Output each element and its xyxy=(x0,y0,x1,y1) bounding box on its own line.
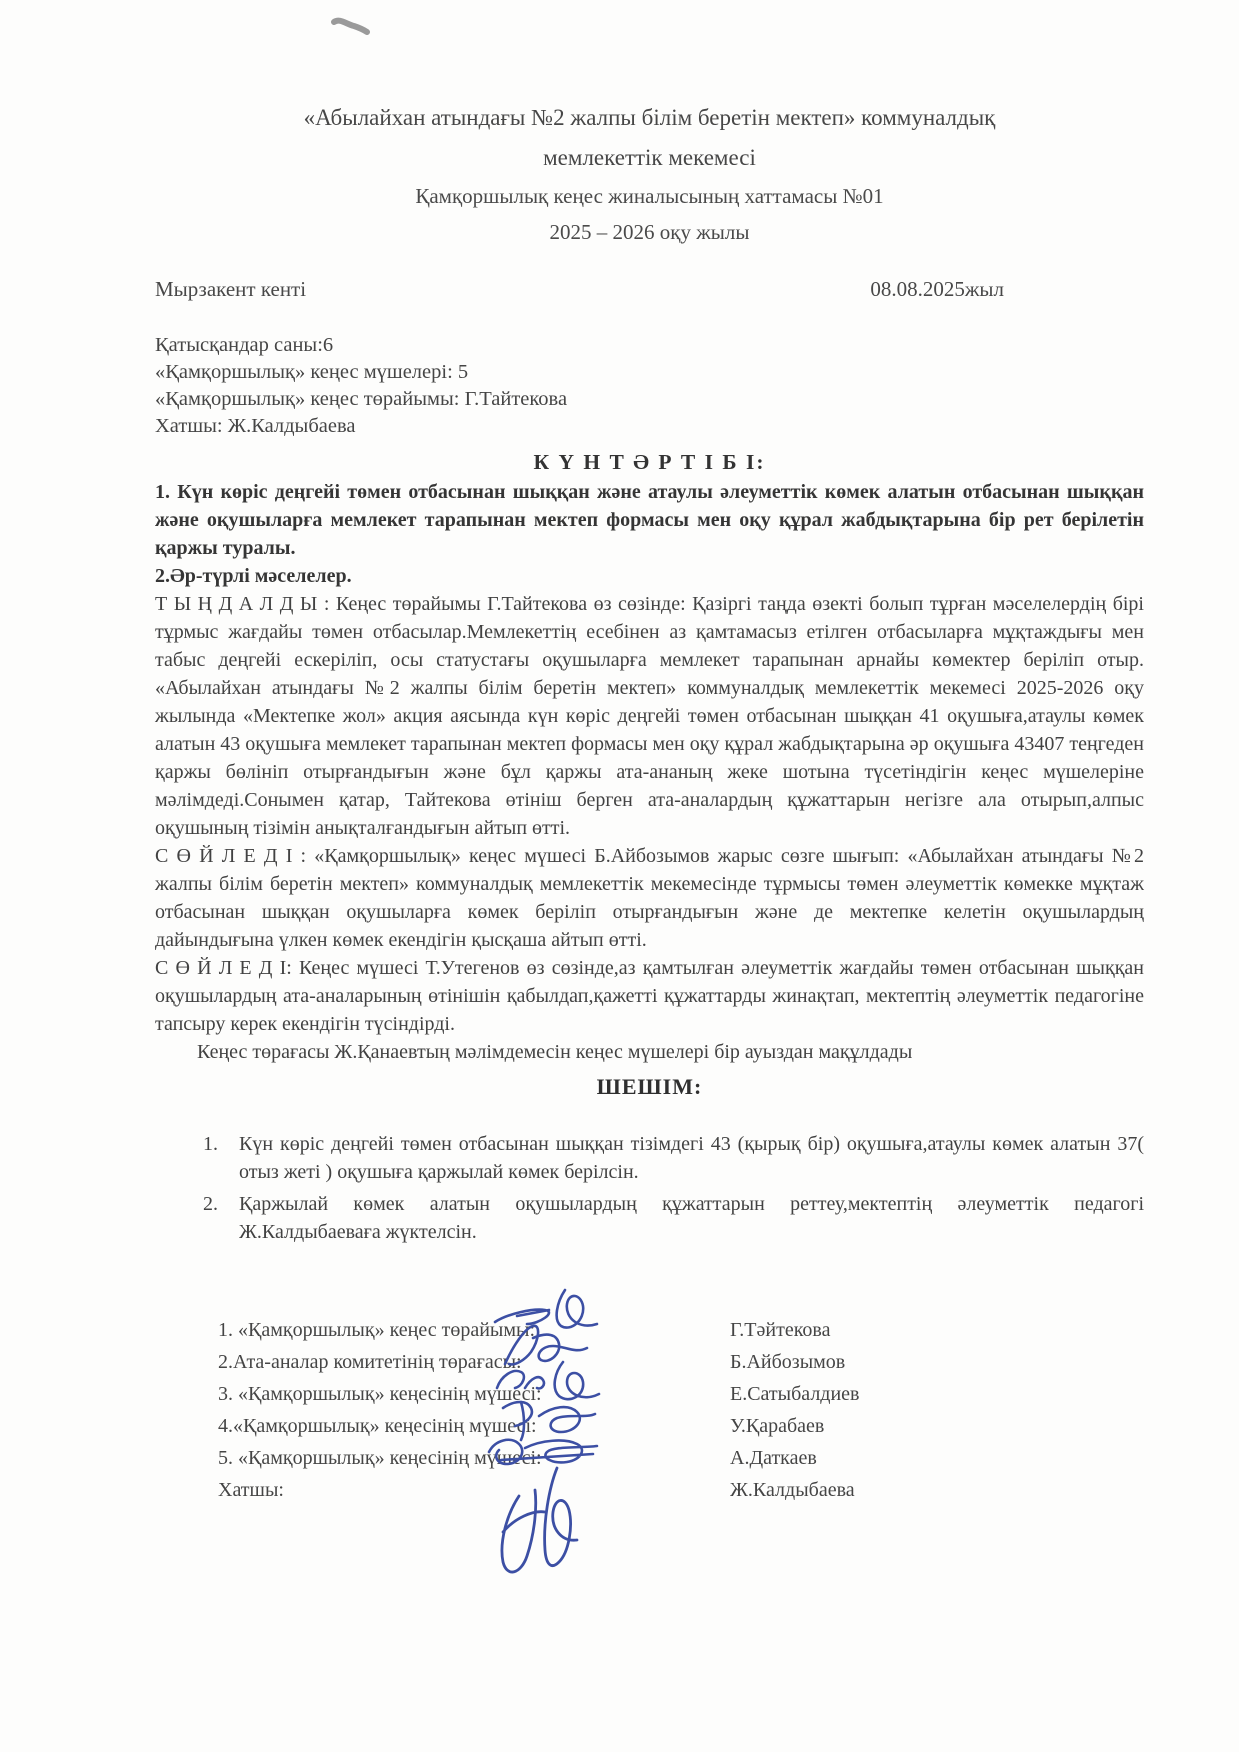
signatory-name: У.Қарабаев xyxy=(730,1415,825,1437)
signatory-name: А.Даткаев xyxy=(730,1447,817,1469)
decision-heading: ШЕШІМ: xyxy=(596,1074,703,1099)
title-line-2: мемлекеттік мекемесі xyxy=(543,145,756,170)
signatory-name: Б.Айбозымов xyxy=(730,1351,846,1373)
signature-row xyxy=(218,1442,1144,1474)
signatory-name: Ж.Калдыбаева xyxy=(730,1479,855,1501)
signature-role-label: Хатшы: xyxy=(218,1479,284,1501)
date-label: 08.08.2025жыл xyxy=(870,277,1004,301)
decision-item xyxy=(203,1190,1144,1246)
decision-item-text: Күн көріс деңгейі төмен отбасынан шыққан тізімдегі 43 (қырық бір) оқушыға,атаулы көмек алатын 37( отыз жеті ) оқушыға қаржылай көмек берілсін. xyxy=(239,1133,1144,1183)
signatory-name: Г.Тәйтекова xyxy=(730,1319,831,1341)
signature-row xyxy=(218,1410,1144,1442)
document-body xyxy=(155,98,1144,1506)
decision-list xyxy=(203,1130,1144,1246)
agenda-item-1: 1. Күн көріс деңгейі төмен отбасынан шыққан және атаулы әлеуметтік көмек алатын отбасынан шыққан және оқушыларға мемлекет тарапынан мектеп формасы мен оқу құрал жабдықтарына бір рет берілетін қаржы туралы. xyxy=(155,481,1144,559)
spoke-paragraph-1: С Ө Й Л Е Д І : «Қамқоршылық» кеңес мүшесі Б.Айбозымов жарыс сөзге шығып: «Абылайхан атындағы №2 жалпы білім беретін мектеп» коммуналдық мемлекеттік мекемесінде тұрмысы төмен әлеуметтік көмекке мұқтаж отбасынан шыққан оқушыларға көмек беріліп отырғандығын және де мектепке келетін оқушылардың дайындығына үлкен көмек екендігін қысқаша айтып өтті. xyxy=(155,845,1144,951)
heard-paragraph: Т Ы Ң Д А Л Д Ы : Кеңес төрайымы Г.Тайтекова өз сөзінде: Қазіргі таңда өзекті болып тұрған мәселелердің бірі тұрмыс жағдайы төмен отбасылар.Мемлекеттің есебінен аз қамтамасыз етілген отбасыларға мұқтаждығы мен табыс деңгейі ескеріліп, осы статустағы оқушыларға мемлекет тарапынан арнайы көмектер беріліп отыр. «Абылайхан атындағы №2 жалпы білім беретін мектеп» коммуналдық мемлекеттік мекемесі 2025-2026 оқу жылында «Мектепке жол» акция аясында күн көріс деңгейі төмен отбасынан шыққан 41 оқушыға,атаулы көмек алатын 43 оқушыға мемлекет тарапынан мектеп формасы мен оқу құрал жабдықтарына әр оқушыға 43407 теңгеден қаржы бөлініп отырғандығын және бұл қаржы ата-ананың жеке шотына түсетіндігін кеңес мүшелеріне мәлімдеді.Сонымен қатар, Тайтекова өтініш берген ата-аналардың құжаттарын негізге ала отырып,алпыс оқушының тізімін анықталғандығын айтып өтті. xyxy=(155,593,1144,839)
agenda-heading: К Ү Н Т Ә Р Т І Б І: xyxy=(533,450,766,474)
signature-row xyxy=(218,1346,1144,1378)
participants-count: Қатысқандар саны:6 xyxy=(155,334,334,356)
signature-row xyxy=(218,1378,1144,1410)
secretary: Хатшы: Ж.Калдыбаева xyxy=(155,415,356,437)
signature-role-label: 4.«Қамқоршылық» кеңесінің мүшесі: xyxy=(218,1415,537,1437)
spoke-paragraph-2: С Ө Й Л Е Д І: Кеңес мүшесі Т.Утегенов өз сөзінде,аз қамтылған әлеуметтік жағдайы төмен отбасынан шыққан оқушылардың ата-аналарының өтінішін қабылдап,қажетті құжаттарды жинақтап, мектептің әлеуметтік педагогіне тапсыру керек екендігін түсіндірді. xyxy=(155,957,1144,1035)
agenda-item-2: 2.Әр-түрлі мәселелер. xyxy=(155,565,352,587)
signature-role-label: 5. «Қамқоршылық» кеңесінің мүшесі: xyxy=(218,1447,542,1469)
signature-role-label: 1. «Қамқоршылық» кеңес төрайымы: xyxy=(218,1319,536,1341)
signature-row xyxy=(218,1474,1144,1506)
place-label: Мырзакент кенті xyxy=(155,277,307,301)
approval-line: Кеңес төрағасы Ж.Қанаевтың мәлімдемесін кеңес мүшелері бір ауыздан мақұлдады xyxy=(197,1041,913,1063)
signature-role-label: 3. «Қамқоршылық» кеңесінің мүшесі: xyxy=(218,1383,542,1405)
decision-item-text: Қаржылай көмек алатын оқушылардың құжаттарын реттеу,мектептің әлеуметтік педагогі Ж.Калдыбаеваға жүктелсін. xyxy=(239,1193,1144,1243)
document-header xyxy=(155,98,1144,250)
participants-block xyxy=(155,332,1144,440)
decision-item-number: 2. xyxy=(203,1193,218,1215)
place-date-row xyxy=(155,274,1144,304)
decision-item xyxy=(203,1130,1144,1186)
signature-block xyxy=(155,1314,1144,1506)
signatory-name: Е.Сатыбалдиев xyxy=(730,1383,860,1405)
council-members-count: «Қамқоршылық» кеңес мүшелері: 5 xyxy=(155,361,469,383)
council-chair: «Қамқоршылық» кеңес төрайымы: Г.Тайтекова xyxy=(155,388,568,410)
school-year: 2025 – 2026 оқу жылы xyxy=(549,220,750,244)
title-line-1: «Абылайхан атындағы №2 жалпы білім беретін мектеп» коммуналдық xyxy=(303,105,996,130)
signature-row xyxy=(218,1314,1144,1346)
pen-mark xyxy=(330,14,372,40)
signature-role-label: 2.Ата-аналар комитетінің төрағасы: xyxy=(218,1351,522,1373)
protocol-subtitle: Қамқоршылық кеңес жиналысының хаттамасы №01 xyxy=(415,184,884,208)
decision-item-number: 1. xyxy=(203,1133,218,1155)
